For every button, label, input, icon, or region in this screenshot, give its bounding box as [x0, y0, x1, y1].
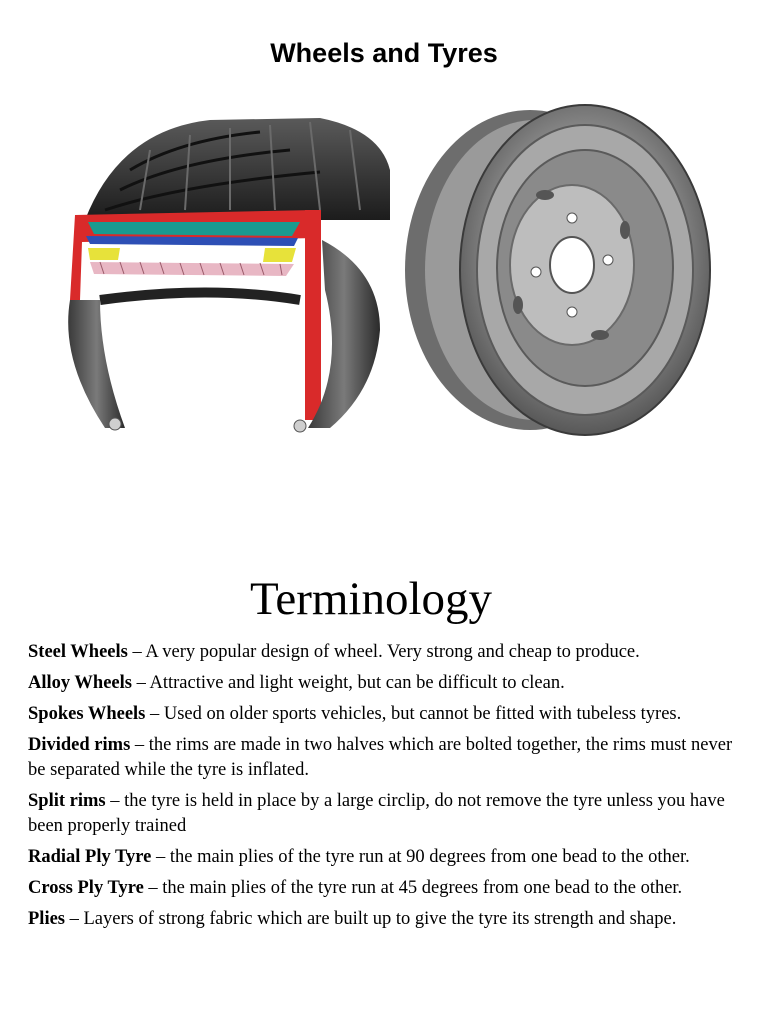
section-heading: Terminology [249, 573, 493, 625]
term-entry [28, 845, 750, 870]
term-entry [28, 907, 750, 932]
term-entry [28, 789, 750, 839]
terminology-list [28, 640, 750, 938]
term-name: Split rims [28, 791, 106, 811]
term-name: Spokes Wheels [28, 704, 146, 724]
term-separator: – [151, 847, 170, 867]
term-name: Radial Ply Tyre [28, 847, 152, 867]
term-definition: A very popular design of wheel. Very strong and cheap to produce. [145, 642, 640, 662]
steel-wheel-image [400, 100, 720, 440]
term-definition: the main plies of the tyre run at 45 degrees from one bead to the other. [162, 878, 683, 898]
term-definition: the rims are made in two halves which are bolted together, the rims must never be separated while the tyre is inflated. [28, 735, 733, 780]
term-entry [28, 671, 750, 696]
term-entry [28, 702, 750, 727]
term-definition: the tyre is held in place by a large circlip, do not remove the tyre unless you have been properly trained [28, 791, 725, 836]
term-separator: – [65, 909, 84, 929]
term-separator: – [143, 878, 163, 898]
term-entry [28, 876, 750, 901]
term-name: Alloy Wheels [28, 673, 132, 693]
term-definition: Attractive and light weight, but can be difficult to clean. [149, 673, 565, 693]
term-name: Steel Wheels [28, 642, 128, 662]
term-separator: – [131, 673, 150, 693]
term-separator: – [130, 735, 149, 755]
term-definition: Used on older sports vehicles, but cannot be fitted with tubeless tyres. [163, 704, 682, 724]
term-name: Divided rims [28, 735, 131, 755]
term-entry [28, 640, 750, 665]
term-entry [28, 733, 750, 783]
term-name: Plies [28, 909, 65, 929]
term-definition: the main plies of the tyre run at 90 degrees from one bead to the other. [169, 847, 690, 867]
page-title: Wheels and Tyres [270, 38, 498, 68]
term-separator: – [127, 642, 146, 662]
term-name: Cross Ply Tyre [28, 878, 144, 898]
term-separator: – [145, 704, 164, 724]
term-definition: Layers of strong fabric which are built up to give the tyre its strength and shape. [83, 909, 677, 929]
tyre-cross-section-image [60, 110, 400, 440]
term-separator: – [105, 791, 125, 811]
